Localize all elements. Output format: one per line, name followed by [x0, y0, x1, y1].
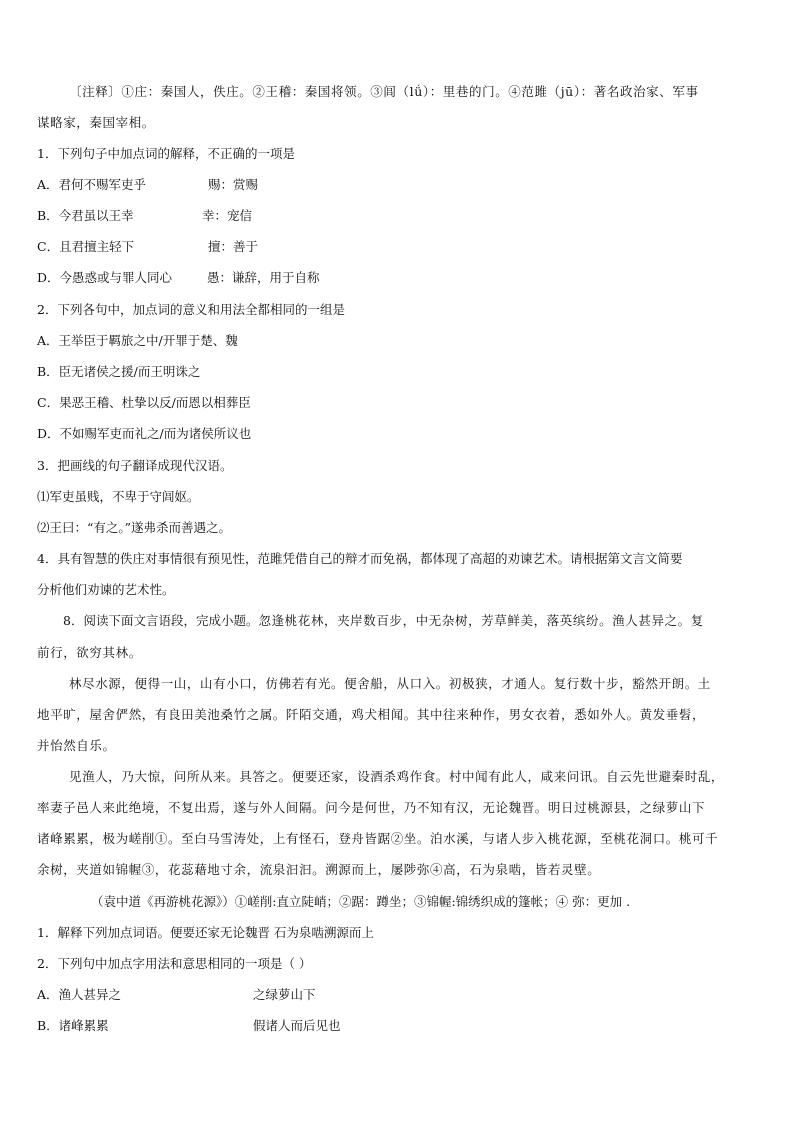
q2-option-a: A．王举臣于羁旅之中/开罪于楚、魏: [37, 333, 238, 348]
notes-line-2: 谋略家，秦国宰相。: [37, 115, 155, 130]
option-right: 假诸人而后见也: [253, 1018, 341, 1033]
q2-option-d: D．不如赐军吏而礼之/而为诸侯所议也: [37, 426, 252, 441]
option-gloss: 幸：宠信: [202, 208, 253, 223]
q4-line-2: 分析他们劝谏的艺术性。: [37, 582, 175, 597]
q8-intro-passage: 忽逢桃花林，夹岸数百步，中无杂树，芳草鲜美，落英缤纷。渔人甚异之。复: [258, 613, 704, 628]
passage-para1-line3: 并怡然自乐。: [37, 738, 116, 753]
q3-stem: 3．把画线的句子翻译成现代汉语。: [37, 458, 233, 473]
q1-option-b: [37, 208, 253, 224]
q2-option-b: B．臣无诸侯之援/而王明诛之: [37, 364, 201, 379]
passage-para2-line4: 余树，夹道如锦幄③，花蕊藉地寸余，流泉汩汩。溯源而上，屡陟弥④高，石为泉啮，皆若灵壁。: [37, 862, 601, 877]
option-right: 之绿萝山下: [253, 987, 316, 1002]
passage-para2-line2: 率妻子邑人来此绝境，不复出焉，遂与外人间隔。问今是何世，乃不知有汉，无论魏晋。明日过桃源县，之绿萝山下: [37, 800, 706, 815]
q8-intro-label: 8．阅读下面文言语段，完成小题。: [63, 613, 259, 628]
q1-option-a: [37, 177, 259, 193]
passage-para1-line1: 林尽水源，便得一山，山有小口，仿佛若有光。便舍船，从口入。初极狭，才通人。复行数十步，豁然开朗。土: [69, 676, 711, 691]
q8-sub2-stem: 2．下列句中加点字用法和意思相同的一项是（ ）: [37, 956, 312, 971]
q8-intro-line-2: 前行，欲穷其林。: [37, 645, 142, 660]
option-sentence: A．君何不赐军吏乎: [37, 177, 147, 192]
option-gloss: 擅：善于: [208, 239, 259, 254]
q8-sub1: 1．解释下列加点词语。便要还家无论魏晋 石为泉啮溯源而上: [37, 925, 374, 940]
option-left: B．诸峰累累: [37, 1018, 109, 1033]
q8-sub2-option-a: [37, 987, 316, 1003]
option-sentence: D．今愚惑或与罪人同心: [37, 270, 173, 285]
q2-option-c: C．果恶王稽、杜挚以反/而恩以相葬臣: [37, 395, 251, 410]
option-sentence: C．且君擅主轻下: [37, 239, 135, 254]
q1-option-d: [37, 270, 320, 286]
option-gloss: 愚：谦辞，用于自称: [207, 270, 320, 285]
q3-item-1: ⑴军吏虽贱，不卑于守闾妪。: [37, 489, 200, 504]
q3-item-2: ⑵王曰：“有之。”遂弗杀而善遇之。: [37, 520, 232, 535]
source-note: （袁中道《再游桃花源》）①嵯削:直立陡峭；②踞：蹲坐；③锦幄:锦绣织成的篷帐；④ 弥：更加 .: [91, 894, 631, 909]
option-gloss: 赐：赏赐: [208, 177, 259, 192]
q1-stem: 1．下列句子中加点词的解释，不正确的一项是: [37, 146, 295, 161]
q8-intro: [63, 613, 704, 629]
passage-para1-line2: 地平旷，屋舍俨然，有良田美池桑竹之属。阡陌交通，鸡犬相闻。其中往来种作，男女衣着，悉如外人。黄发垂髫，: [37, 707, 706, 722]
option-left: A．渔人甚异之: [37, 987, 122, 1002]
passage-para2-line1: 见渔人，乃大惊，问所从来。具答之。便要还家，设酒杀鸡作食。村中闻有此人，咸来问讯。自云先世避秦时乱，: [69, 769, 725, 784]
q4-line-1: 4．具有智慧的佚庄对事情很有预见性，范雎凭借自己的辩才而免祸，都体现了高超的劝谏艺术。请根据第文言文简要: [37, 551, 683, 566]
q1-option-c: [37, 239, 259, 255]
passage-para2-line3: 诸峰累累，极为嵯削①。至白马雪涛处，上有怪石，登舟皆踞②坐。泊水溪，与诸人步入桃花源，至桃花洞口。桃可千: [37, 831, 719, 846]
q8-sub2-option-b: [37, 1018, 341, 1034]
option-sentence: B．今君虽以王幸: [37, 208, 134, 223]
notes-line-1: 〔注释〕①庄：秦国人，佚庄。②王稽：秦国将领。③闾（lǘ）：里巷的门。④范雎（jū）：著名政治家、军事: [69, 84, 699, 99]
q2-stem: 2．下列各句中，加点词的意义和用法全都相同的一组是: [37, 302, 345, 317]
